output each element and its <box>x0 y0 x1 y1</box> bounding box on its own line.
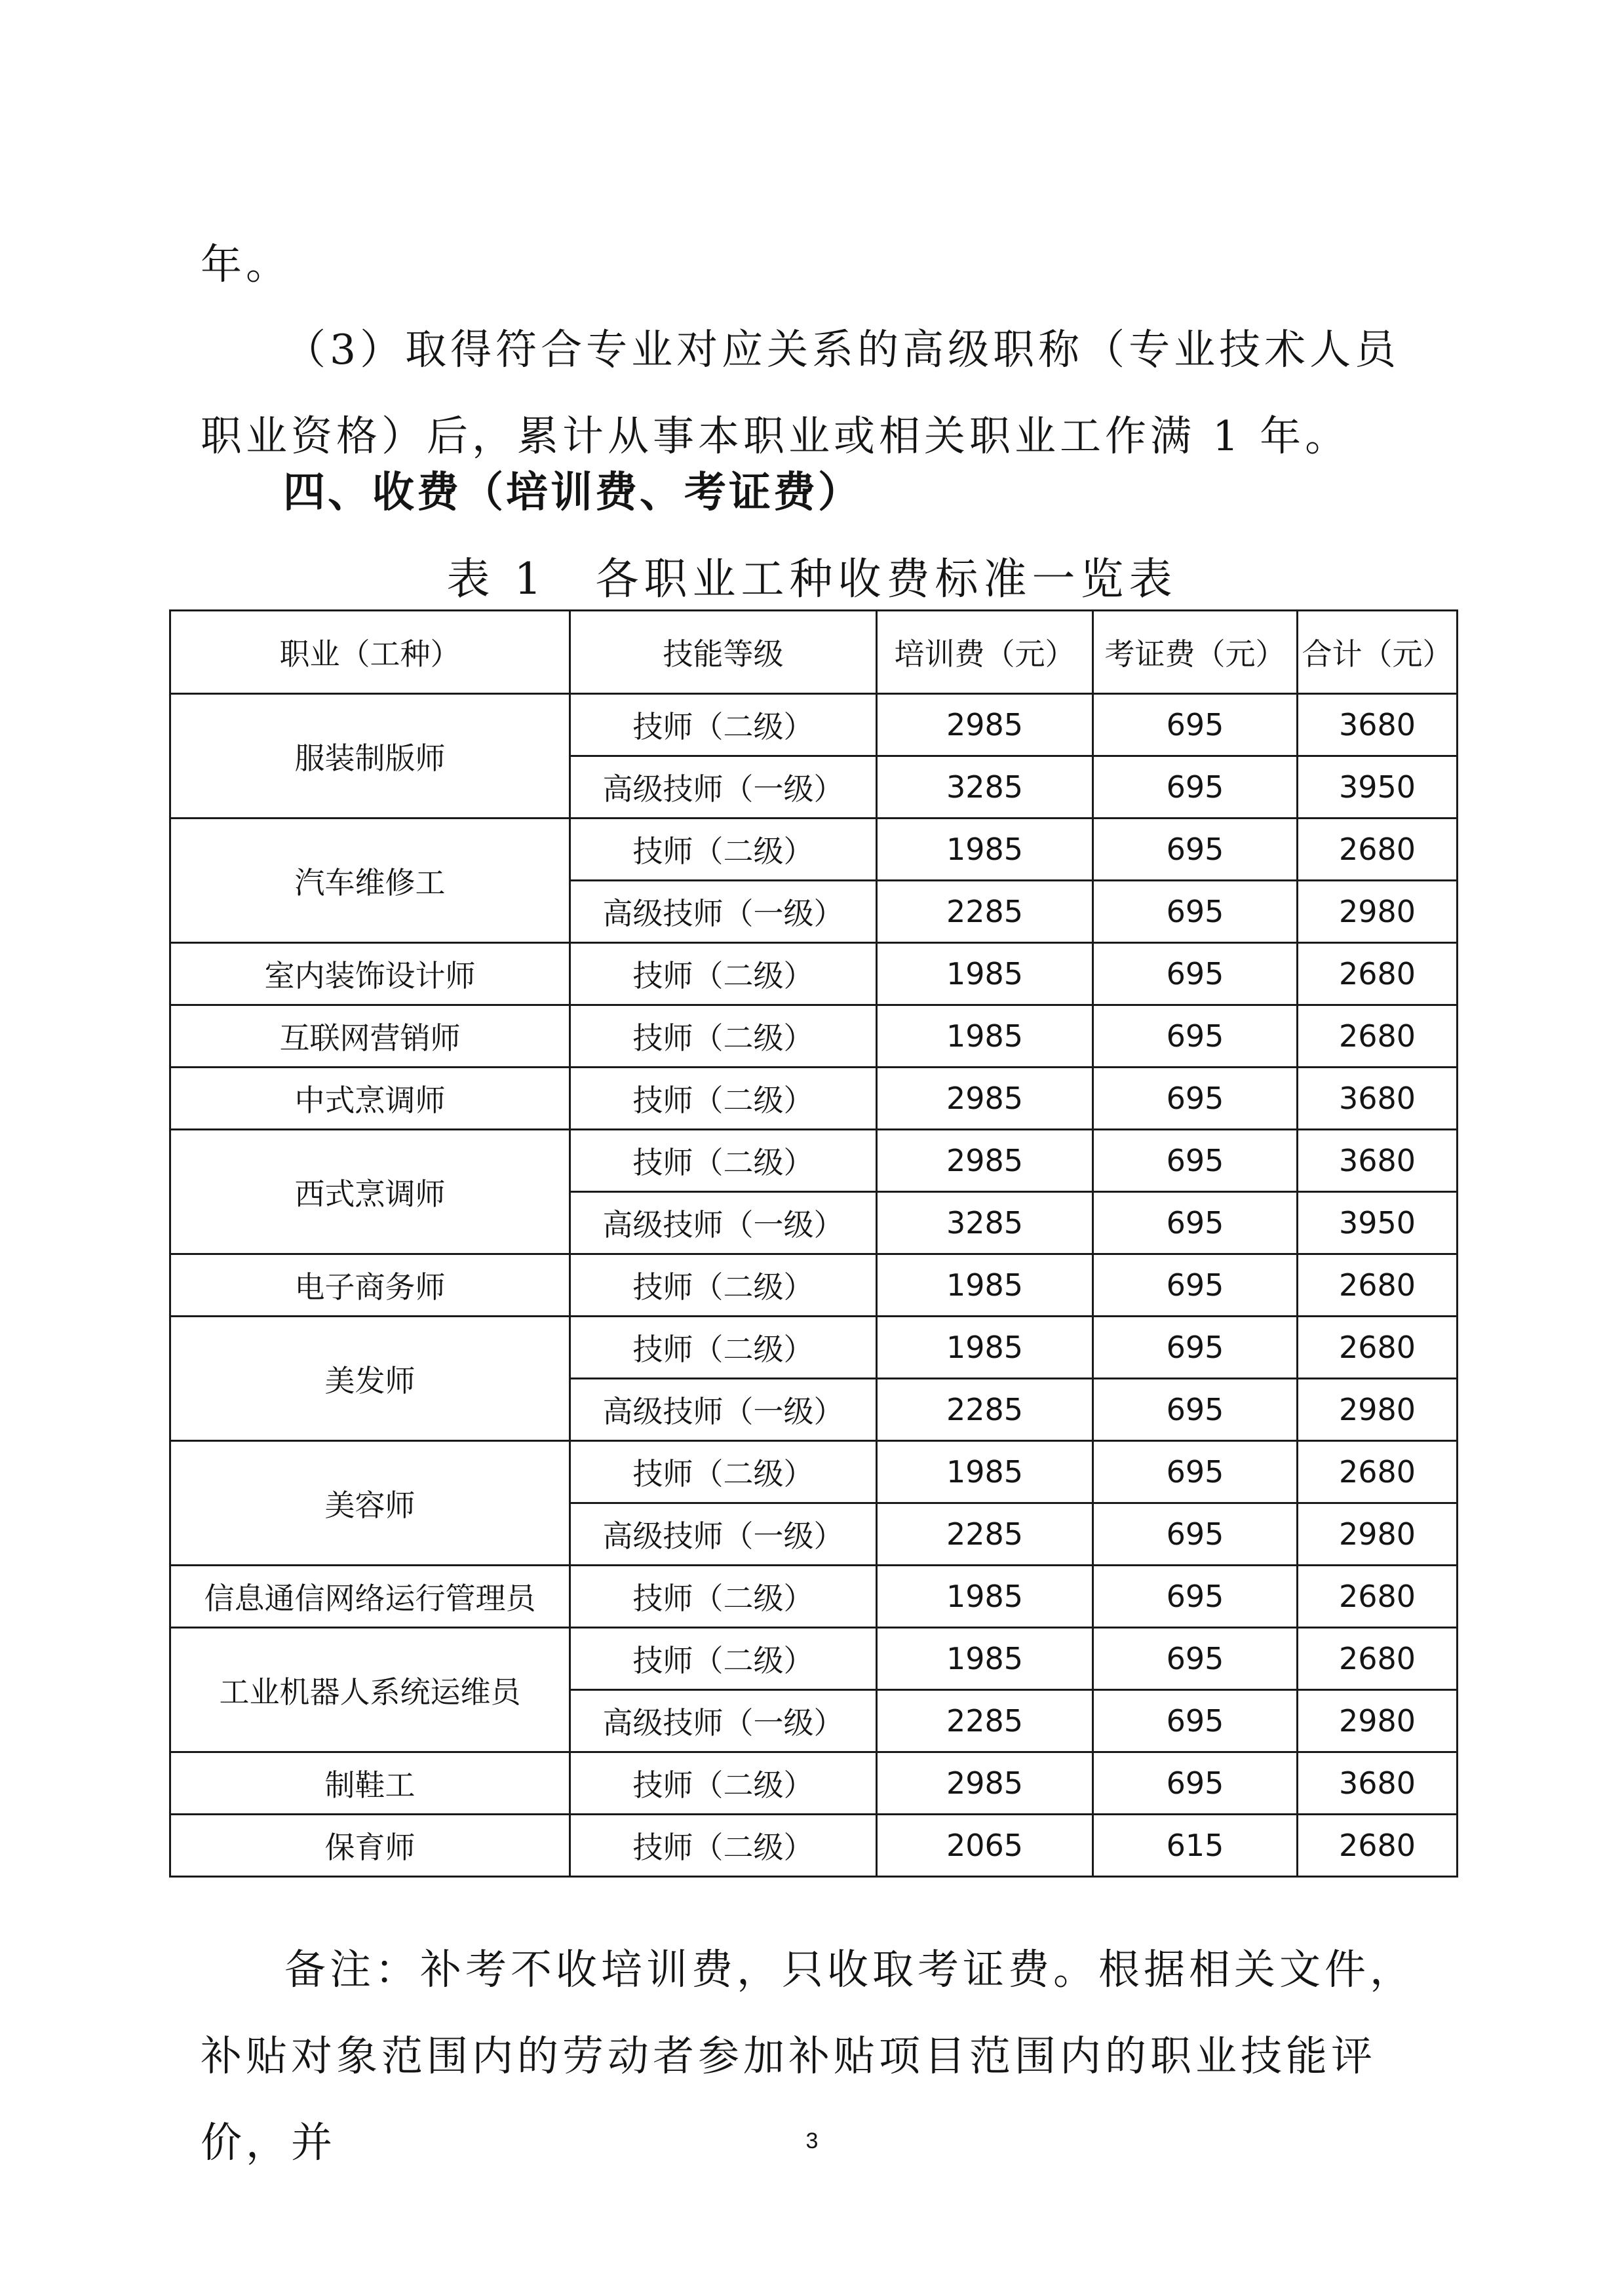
certificate-fee-cell: 695 <box>1093 1068 1298 1130</box>
table-row <box>170 1068 1458 1130</box>
occupation-cell: 室内装饰设计师 <box>170 943 570 1005</box>
page-number: 3 <box>805 2129 819 2153</box>
certificate-fee-cell: 695 <box>1093 756 1298 819</box>
occupation-cell: 保育师 <box>170 1815 570 1877</box>
occupation-cell: 中式烹调师 <box>170 1068 570 1130</box>
total-cell: 2680 <box>1298 1005 1458 1068</box>
total-cell: 2680 <box>1298 1815 1458 1877</box>
column-header-training-fee: 培训费（元） <box>877 611 1093 694</box>
total-cell: 2680 <box>1298 943 1458 1005</box>
total-cell: 2680 <box>1298 1628 1458 1690</box>
certificate-fee-cell: 695 <box>1093 1254 1298 1317</box>
skill-level-cell: 高级技师（一级） <box>570 756 877 819</box>
certificate-fee-cell: 695 <box>1093 819 1298 881</box>
total-cell: 3680 <box>1298 1752 1458 1815</box>
skill-level-cell: 高级技师（一级） <box>570 1503 877 1566</box>
paragraph-continuation: 年。 <box>201 241 291 288</box>
occupation-cell: 美发师 <box>170 1317 570 1441</box>
training-fee-cell: 1985 <box>877 1566 1093 1628</box>
certificate-fee-cell: 695 <box>1093 694 1298 756</box>
total-cell: 3950 <box>1298 756 1458 819</box>
skill-level-cell: 技师（二级） <box>570 819 877 881</box>
training-fee-cell: 2985 <box>877 1068 1093 1130</box>
table-note: 备注：补考不收培训费，只收取考证费。根据相关文件，补贴对象范围内的劳动者参加补贴项目范围内的职业技能评价，并 <box>201 1946 1415 2167</box>
occupation-cell: 服装制版师 <box>170 694 570 819</box>
skill-level-cell: 技师（二级） <box>570 943 877 1005</box>
table-row <box>170 1005 1458 1068</box>
training-fee-cell: 1985 <box>877 1441 1093 1503</box>
total-cell: 2680 <box>1298 1254 1458 1317</box>
table-header-row <box>170 611 1458 694</box>
skill-level-cell: 技师（二级） <box>570 1130 877 1192</box>
training-fee-cell: 2065 <box>877 1815 1093 1877</box>
table-caption: 表 1 各职业工种收费标准一览表 <box>446 554 1178 604</box>
total-cell: 2980 <box>1298 1690 1458 1752</box>
paragraph-condition-3: （3）取得符合专业对应关系的高级职称（专业技术人员职业资格）后，累计从事本职业或相关职业工作满 1 年。 <box>201 326 1401 460</box>
certificate-fee-cell: 695 <box>1093 1566 1298 1628</box>
total-cell: 2680 <box>1298 1317 1458 1379</box>
occupation-cell: 工业机器人系统运维员 <box>170 1628 570 1752</box>
table-row <box>170 1752 1458 1815</box>
column-header-total: 合计（元） <box>1298 611 1458 694</box>
table-row <box>170 1254 1458 1317</box>
skill-level-cell: 技师（二级） <box>570 1254 877 1317</box>
training-fee-cell: 1985 <box>877 943 1093 1005</box>
certificate-fee-cell: 695 <box>1093 1379 1298 1441</box>
training-fee-cell: 2285 <box>877 1379 1093 1441</box>
certificate-fee-cell: 695 <box>1093 943 1298 1005</box>
table-row <box>170 1441 1458 1503</box>
skill-level-cell: 技师（二级） <box>570 1068 877 1130</box>
occupation-cell: 汽车维修工 <box>170 819 570 943</box>
occupation-cell: 信息通信网络运行管理员 <box>170 1566 570 1628</box>
occupation-cell: 电子商务师 <box>170 1254 570 1317</box>
skill-level-cell: 技师（二级） <box>570 1815 877 1877</box>
certificate-fee-cell: 695 <box>1093 1503 1298 1566</box>
training-fee-cell: 1985 <box>877 1317 1093 1379</box>
skill-level-cell: 高级技师（一级） <box>570 1690 877 1752</box>
training-fee-cell: 2985 <box>877 694 1093 756</box>
total-cell: 2680 <box>1298 1566 1458 1628</box>
table-row <box>170 1317 1458 1379</box>
training-fee-cell: 2985 <box>877 1130 1093 1192</box>
total-cell: 3680 <box>1298 694 1458 756</box>
total-cell: 3680 <box>1298 1130 1458 1192</box>
total-cell: 2680 <box>1298 819 1458 881</box>
certificate-fee-cell: 695 <box>1093 1317 1298 1379</box>
training-fee-cell: 1985 <box>877 1005 1093 1068</box>
total-cell: 2980 <box>1298 881 1458 943</box>
skill-level-cell: 技师（二级） <box>570 1005 877 1068</box>
training-fee-cell: 2285 <box>877 1690 1093 1752</box>
fee-table <box>169 609 1458 1878</box>
total-cell: 2980 <box>1298 1503 1458 1566</box>
certificate-fee-cell: 695 <box>1093 1628 1298 1690</box>
training-fee-cell: 2285 <box>877 1503 1093 1566</box>
skill-level-cell: 技师（二级） <box>570 1566 877 1628</box>
skill-level-cell: 技师（二级） <box>570 1628 877 1690</box>
occupation-cell: 制鞋工 <box>170 1752 570 1815</box>
certificate-fee-cell: 695 <box>1093 1441 1298 1503</box>
training-fee-cell: 2985 <box>877 1752 1093 1815</box>
training-fee-cell: 1985 <box>877 1628 1093 1690</box>
total-cell: 3950 <box>1298 1192 1458 1254</box>
occupation-cell: 西式烹调师 <box>170 1130 570 1254</box>
skill-level-cell: 技师（二级） <box>570 694 877 756</box>
certificate-fee-cell: 695 <box>1093 1130 1298 1192</box>
certificate-fee-cell: 695 <box>1093 1690 1298 1752</box>
certificate-fee-cell: 695 <box>1093 1192 1298 1254</box>
table-row <box>170 1566 1458 1628</box>
column-header-skill-level: 技能等级 <box>570 611 877 694</box>
column-header-certificate-fee: 考证费（元） <box>1093 611 1298 694</box>
skill-level-cell: 高级技师（一级） <box>570 881 877 943</box>
certificate-fee-cell: 695 <box>1093 881 1298 943</box>
total-cell: 3680 <box>1298 1068 1458 1130</box>
table-row <box>170 1130 1458 1192</box>
occupation-cell: 互联网营销师 <box>170 1005 570 1068</box>
training-fee-cell: 3285 <box>877 1192 1093 1254</box>
column-header-occupation: 职业（工种） <box>170 611 570 694</box>
training-fee-cell: 1985 <box>877 1254 1093 1317</box>
skill-level-cell: 高级技师（一级） <box>570 1379 877 1441</box>
total-cell: 2980 <box>1298 1379 1458 1441</box>
training-fee-cell: 2285 <box>877 881 1093 943</box>
certificate-fee-cell: 695 <box>1093 1752 1298 1815</box>
table-row <box>170 1815 1458 1877</box>
skill-level-cell: 高级技师（一级） <box>570 1192 877 1254</box>
skill-level-cell: 技师（二级） <box>570 1752 877 1815</box>
table-row <box>170 943 1458 1005</box>
skill-level-cell: 技师（二级） <box>570 1317 877 1379</box>
table-row <box>170 819 1458 881</box>
occupation-cell: 美容师 <box>170 1441 570 1566</box>
skill-level-cell: 技师（二级） <box>570 1441 877 1503</box>
table-row <box>170 694 1458 756</box>
certificate-fee-cell: 695 <box>1093 1005 1298 1068</box>
certificate-fee-cell: 615 <box>1093 1815 1298 1877</box>
total-cell: 2680 <box>1298 1441 1458 1503</box>
section-heading-fees: 四、收费（培训费、考证费） <box>283 469 862 517</box>
training-fee-cell: 3285 <box>877 756 1093 819</box>
table-row <box>170 1628 1458 1690</box>
training-fee-cell: 1985 <box>877 819 1093 881</box>
